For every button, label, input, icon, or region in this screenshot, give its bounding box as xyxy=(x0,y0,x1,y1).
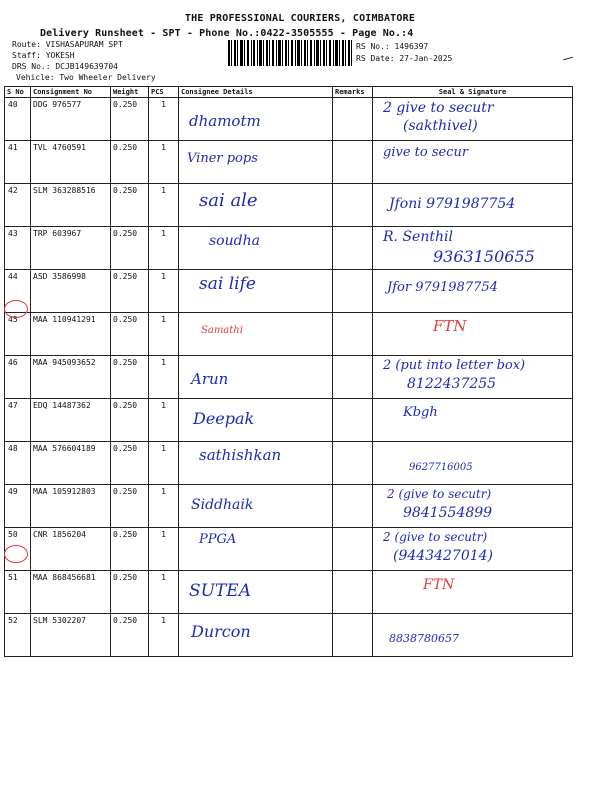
consignee-cell xyxy=(179,442,333,485)
sno-cell-text: 44 xyxy=(8,272,18,281)
weight-cell-text: 0.250 xyxy=(113,100,138,109)
remarks-cell xyxy=(333,184,373,227)
table-row xyxy=(5,184,573,227)
seal-signature-cell xyxy=(373,442,573,485)
remarks-cell xyxy=(333,313,373,356)
consignment-cell xyxy=(31,571,111,614)
red-circle-mark-45 xyxy=(4,300,28,318)
sno-cell-text: 45 xyxy=(8,315,18,324)
consignment-cell-text: CNR 1856204 xyxy=(33,530,86,539)
red-circle-mark-51 xyxy=(4,545,28,563)
table-row xyxy=(5,485,573,528)
consignee-cell xyxy=(179,313,333,356)
consignment-cell xyxy=(31,442,111,485)
consignee-handwriting: Siddhaik xyxy=(191,497,254,513)
seal-signature-cell xyxy=(373,184,573,227)
consignment-cell xyxy=(31,184,111,227)
table-row xyxy=(5,227,573,270)
sno-cell-text: 41 xyxy=(8,143,18,152)
document-title: THE PROFESSIONAL COURIERS, COIMBATORE xyxy=(184,13,416,24)
pcs-cell xyxy=(149,141,179,184)
seal-handwriting: 2 give to secutr xyxy=(383,100,494,116)
consignee-handwriting: soudha xyxy=(209,233,260,249)
pcs-cell xyxy=(149,614,179,657)
weight-cell xyxy=(111,571,149,614)
table-row xyxy=(5,399,573,442)
pcs-cell xyxy=(149,571,179,614)
remarks-cell xyxy=(333,442,373,485)
consignment-cell xyxy=(31,614,111,657)
route-line: Route: VISHASAPURAM SPT xyxy=(12,40,123,49)
seal-handwriting: 9627716005 xyxy=(409,462,473,473)
consignment-cell-text: MAA 576604189 xyxy=(33,444,96,453)
pcs-cell xyxy=(149,184,179,227)
seal-handwriting-line2: (sakthivel) xyxy=(403,118,478,134)
consignment-cell-text: ASD 3586998 xyxy=(33,272,86,281)
consignee-handwriting: Samathi xyxy=(201,325,243,336)
weight-cell-text: 0.250 xyxy=(113,616,138,625)
staff-line: Staff: YOKESH xyxy=(12,51,75,60)
sno-cell-text: 52 xyxy=(8,616,18,625)
weight-cell-text: 0.250 xyxy=(113,530,138,539)
remarks-cell xyxy=(333,528,373,571)
col-header-remarks: Remarks xyxy=(333,87,373,98)
sno-cell-text: 46 xyxy=(8,358,18,367)
pcs-cell xyxy=(149,313,179,356)
sno-cell-text: 50 xyxy=(8,530,18,539)
sno-cell xyxy=(5,313,31,356)
remarks-cell xyxy=(333,356,373,399)
pcs-cell xyxy=(149,528,179,571)
pcs-cell-text: 1 xyxy=(161,616,166,625)
runsheet-table xyxy=(4,86,573,657)
seal-signature-cell xyxy=(373,485,573,528)
consignment-cell-text: TRP 603967 xyxy=(33,229,82,238)
remarks-cell xyxy=(333,98,373,141)
consignee-cell xyxy=(179,528,333,571)
col-header-pcs: PCS xyxy=(149,87,179,98)
seal-signature-cell xyxy=(373,98,573,141)
document-subtitle: Delivery Runsheet - SPT - Phone No.:0422-3505555 - Page No.:4 xyxy=(40,28,414,39)
pcs-cell-text: 1 xyxy=(161,444,166,453)
table-header-row xyxy=(5,87,573,98)
seal-handwriting: give to secur xyxy=(383,145,469,160)
sno-cell xyxy=(5,141,31,184)
barcode-image xyxy=(228,40,352,66)
consignee-cell xyxy=(179,270,333,313)
table-row xyxy=(5,356,573,399)
weight-cell xyxy=(111,528,149,571)
seal-signature-cell xyxy=(373,528,573,571)
pcs-cell-text: 1 xyxy=(161,358,166,367)
consignee-cell xyxy=(179,614,333,657)
seal-handwriting: 2 (give to secutr) xyxy=(387,487,492,501)
weight-cell-text: 0.250 xyxy=(113,487,138,496)
consignment-cell xyxy=(31,141,111,184)
seal-signature-cell xyxy=(373,571,573,614)
consignment-cell-text: DDG 976577 xyxy=(33,100,82,109)
col-header-weight: Weight xyxy=(111,87,149,98)
consignment-cell-text: EDQ 14487362 xyxy=(33,401,91,410)
col-header-consignment: Consignment No xyxy=(31,87,111,98)
weight-cell-text: 0.250 xyxy=(113,444,138,453)
col-header-seal: Seal & Signature xyxy=(373,87,573,98)
consignment-cell-text: SLM 363288516 xyxy=(33,186,96,195)
weight-cell xyxy=(111,614,149,657)
sno-cell-text: 40 xyxy=(8,100,18,109)
consignee-handwriting: Deepak xyxy=(193,409,255,428)
pcs-cell-text: 1 xyxy=(161,143,166,152)
weight-cell xyxy=(111,98,149,141)
pcs-cell xyxy=(149,485,179,528)
sno-cell xyxy=(5,442,31,485)
remarks-cell xyxy=(333,270,373,313)
weight-cell xyxy=(111,313,149,356)
consignee-handwriting: SUTEA xyxy=(189,581,251,601)
consignment-cell-text: TVL 4760591 xyxy=(33,143,86,152)
weight-cell xyxy=(111,184,149,227)
consignee-cell xyxy=(179,98,333,141)
weight-cell-text: 0.250 xyxy=(113,186,138,195)
consignee-handwriting: Viner pops xyxy=(187,151,258,166)
weight-cell-text: 0.250 xyxy=(113,573,138,582)
seal-signature-cell xyxy=(373,141,573,184)
sno-cell xyxy=(5,399,31,442)
sno-cell-text: 47 xyxy=(8,401,18,410)
consignment-cell xyxy=(31,399,111,442)
seal-handwriting: Jfoni 9791987754 xyxy=(389,196,516,212)
pcs-cell-text: 1 xyxy=(161,401,166,410)
sno-cell-text: 49 xyxy=(8,487,18,496)
table-row xyxy=(5,571,573,614)
weight-cell-text: 0.250 xyxy=(113,143,138,152)
seal-handwriting: Jfor 9791987754 xyxy=(387,280,498,295)
seal-handwriting-line2: 8122437255 xyxy=(407,376,497,392)
weight-cell xyxy=(111,485,149,528)
weight-cell-text: 0.250 xyxy=(113,315,138,324)
pcs-cell xyxy=(149,356,179,399)
sno-cell-text: 42 xyxy=(8,186,18,195)
drs-number: DRS No.: DCJB149639704 xyxy=(12,62,118,71)
table-row xyxy=(5,614,573,657)
consignment-cell xyxy=(31,227,111,270)
sno-cell-text: 48 xyxy=(8,444,18,453)
consignment-cell-text: SLM 5302207 xyxy=(33,616,86,625)
consignment-cell xyxy=(31,528,111,571)
seal-handwriting: 2 (put into letter box) xyxy=(383,358,526,373)
col-header-sno: S No xyxy=(5,87,31,98)
remarks-cell xyxy=(333,141,373,184)
consignee-cell xyxy=(179,227,333,270)
table-row xyxy=(5,98,573,141)
consignee-handwriting: Arun xyxy=(191,370,229,388)
table-row xyxy=(5,528,573,571)
weight-cell xyxy=(111,270,149,313)
pcs-cell xyxy=(149,98,179,141)
seal-handwriting-line2: (9443427014) xyxy=(393,548,493,564)
consignment-cell xyxy=(31,313,111,356)
seal-handwriting: 2 (give to secutr) xyxy=(383,530,488,544)
consignee-handwriting: dhamotm xyxy=(189,112,261,130)
pcs-cell-text: 1 xyxy=(161,315,166,324)
consignment-cell-text: MAA 868456681 xyxy=(33,573,96,582)
consignee-handwriting: sathishkan xyxy=(199,446,282,464)
pcs-cell xyxy=(149,442,179,485)
pen-mark xyxy=(563,57,573,61)
weight-cell-text: 0.250 xyxy=(113,272,138,281)
consignee-cell xyxy=(179,399,333,442)
pcs-cell-text: 1 xyxy=(161,100,166,109)
seal-signature-cell xyxy=(373,270,573,313)
sno-cell xyxy=(5,184,31,227)
sno-cell xyxy=(5,356,31,399)
col-header-consignee: Consignee Details xyxy=(179,87,333,98)
consignment-cell xyxy=(31,485,111,528)
consignment-cell xyxy=(31,356,111,399)
seal-handwriting: 8838780657 xyxy=(389,632,459,645)
seal-handwriting-line2: 9363150655 xyxy=(433,247,535,266)
consignee-cell xyxy=(179,141,333,184)
weight-cell xyxy=(111,227,149,270)
consignee-handwriting: sai life xyxy=(199,274,256,294)
remarks-cell xyxy=(333,571,373,614)
consignment-cell-text: MAA 945093652 xyxy=(33,358,96,367)
weight-cell xyxy=(111,399,149,442)
sno-cell xyxy=(5,571,31,614)
table-row xyxy=(5,270,573,313)
weight-cell-text: 0.250 xyxy=(113,229,138,238)
consignment-cell xyxy=(31,270,111,313)
sno-cell-text: 51 xyxy=(8,573,18,582)
consignee-cell xyxy=(179,184,333,227)
consignee-handwriting: sai ale xyxy=(199,190,258,211)
sno-cell xyxy=(5,98,31,141)
remarks-cell xyxy=(333,227,373,270)
consignee-handwriting: PPGA xyxy=(199,532,237,547)
seal-signature-cell xyxy=(373,356,573,399)
consignment-cell-text: MAA 105912803 xyxy=(33,487,96,496)
rs-date: RS Date: 27-Jan-2025 xyxy=(356,54,453,63)
sno-cell xyxy=(5,227,31,270)
remarks-cell xyxy=(333,485,373,528)
seal-signature-cell xyxy=(373,313,573,356)
table-row xyxy=(5,442,573,485)
consignee-cell xyxy=(179,485,333,528)
pcs-cell xyxy=(149,270,179,313)
pcs-cell-text: 1 xyxy=(161,573,166,582)
weight-cell xyxy=(111,356,149,399)
consignment-cell xyxy=(31,98,111,141)
remarks-cell xyxy=(333,614,373,657)
sno-cell xyxy=(5,614,31,657)
pcs-cell xyxy=(149,227,179,270)
consignee-cell xyxy=(179,571,333,614)
seal-handwriting: FTN xyxy=(433,317,467,335)
weight-cell xyxy=(111,442,149,485)
remarks-cell xyxy=(333,399,373,442)
seal-signature-cell xyxy=(373,614,573,657)
weight-cell xyxy=(111,141,149,184)
seal-handwriting: FTN xyxy=(423,577,455,593)
sno-cell-text: 43 xyxy=(8,229,18,238)
seal-handwriting: R. Senthil xyxy=(383,229,453,245)
weight-cell-text: 0.250 xyxy=(113,358,138,367)
consignment-cell-text: MAA 110941291 xyxy=(33,315,96,324)
pcs-cell xyxy=(149,399,179,442)
seal-handwriting: Kbgh xyxy=(403,405,438,420)
seal-signature-cell xyxy=(373,227,573,270)
pcs-cell-text: 1 xyxy=(161,186,166,195)
sno-cell xyxy=(5,485,31,528)
consignee-handwriting: Durcon xyxy=(191,622,251,641)
vehicle-line: Vehicle: Two Wheeler Delivery xyxy=(16,73,156,82)
pcs-cell-text: 1 xyxy=(161,530,166,539)
pcs-cell-text: 1 xyxy=(161,272,166,281)
seal-handwriting-line2: 9841554899 xyxy=(403,505,493,521)
rs-number: RS No.: 1496397 xyxy=(356,42,429,51)
pcs-cell-text: 1 xyxy=(161,229,166,238)
table-row xyxy=(5,141,573,184)
table-row xyxy=(5,313,573,356)
pcs-cell-text: 1 xyxy=(161,487,166,496)
weight-cell-text: 0.250 xyxy=(113,401,138,410)
consignee-cell xyxy=(179,356,333,399)
seal-signature-cell xyxy=(373,399,573,442)
